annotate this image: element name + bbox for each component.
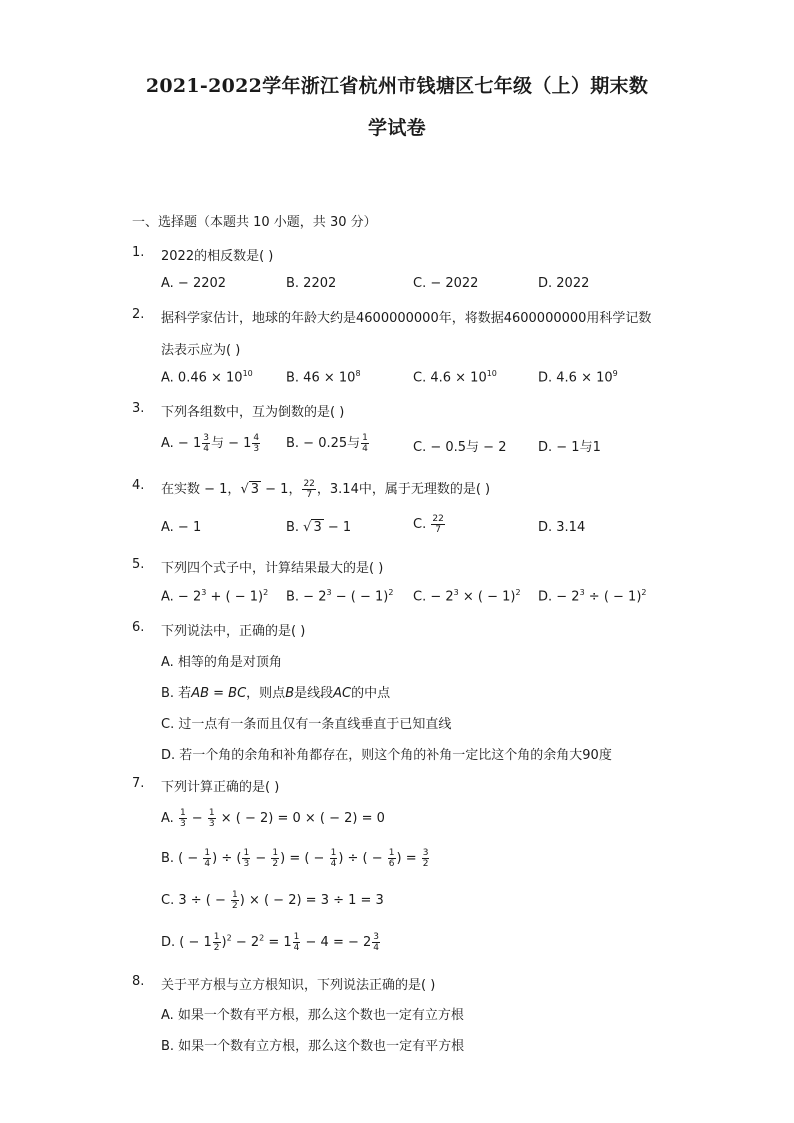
question-number: 3.: [132, 401, 145, 416]
q4-option-d[interactable]: D. 3.14: [538, 520, 586, 535]
question-text: 2022的相反数是( ): [161, 249, 274, 264]
q7-option-c[interactable]: C. 3 ÷ ( − $\frac{1}{2}$ ) × ( − 2) = 3 ÷ 1 = 3: [161, 890, 384, 911]
q4-option-b[interactable]: B. √ 3 − 1: [286, 520, 352, 535]
question-number: 5.: [132, 557, 145, 572]
q1-option-d[interactable]: D. 2022: [538, 276, 590, 291]
q6-option-c[interactable]: C. 过一点有一条而且仅有一条直线垂直于已知直线: [161, 717, 452, 732]
q6-option-d[interactable]: D. 若一个角的余角和补角都存在，则这个角的补角一定比这个角的余角大90度: [161, 748, 612, 763]
q5-option-b[interactable]: B. − $2^3$ − ( − 1)$^2$: [286, 588, 394, 605]
q1-option-a[interactable]: A. − 2202: [161, 276, 227, 291]
q3-option-b[interactable]: B. − 0.25与 $\frac{1}{4}$: [286, 433, 368, 454]
question-2-text-continued: 法表示应为( ): [161, 343, 241, 358]
q5-option-c[interactable]: C. − $2^3$ × ( − 1)$^2$: [413, 588, 521, 605]
question-number: 4.: [132, 478, 145, 493]
question-number: 8.: [132, 974, 145, 989]
section-heading: 一、选择题（本题共 10 小题，共 30 分）: [132, 215, 377, 230]
q2-option-a[interactable]: A. $0.46 \times 10^{10}$: [161, 369, 253, 386]
question-number: 1.: [132, 245, 145, 260]
q7-option-d[interactable]: D. ( − 1 $\frac{1}{2}$ )$^2 - 2^2 = 1$ $\frac{1}{4}$ − 4 = − 2 $\frac{3}{4}$: [161, 932, 380, 953]
q1-option-b[interactable]: B. 2202: [286, 276, 337, 291]
document-title-line1: 2021-2022学年浙江省杭州市钱塘区七年级（上）期末数: [145, 75, 649, 97]
question-text: 在实数 − 1，√ 3 − 1， $\frac{22}{7}$ ，3.14中，属于无理数的是( ): [161, 479, 491, 500]
q6-option-a[interactable]: A. 相等的角是对顶角: [161, 655, 282, 670]
question-text: 下列各组数中，互为倒数的是( ): [161, 405, 345, 420]
question-number: 2.: [132, 307, 145, 322]
question-text: 下列四个式子中，计算结果最大的是( ): [161, 561, 384, 576]
q5-option-a[interactable]: A. − $2^3$ + ( − 1)$^2$: [161, 588, 269, 605]
q3-option-a[interactable]: A. − 1 $\frac{3}{4}$ 与 − 1 $\frac{4}{3}$: [161, 433, 260, 454]
q8-option-b[interactable]: B. 如果一个数有立方根，那么这个数也一定有平方根: [161, 1039, 465, 1054]
q2-option-c[interactable]: C. $4.6 \times 10^{10}$: [413, 369, 497, 386]
question-text: 下列说法中，正确的是( ): [161, 624, 306, 639]
q3-option-c[interactable]: C. − 0.5与 − 2: [413, 440, 507, 455]
q8-option-a[interactable]: A. 如果一个数有平方根，那么这个数也一定有立方根: [161, 1008, 464, 1023]
q3-option-d[interactable]: D. − 1与1: [538, 440, 601, 455]
question-text: 关于平方根与立方根知识，下列说法正确的是( ): [161, 978, 436, 993]
question-text: 据科学家估计，地球的年龄大约是4600000000年，将数据4600000000用科学记数: [161, 311, 652, 326]
q2-option-d[interactable]: D. $4.6 \times 10^9$: [538, 369, 618, 386]
question-text: 下列计算正确的是( ): [161, 780, 280, 795]
question-number: 7.: [132, 776, 145, 791]
q6-option-b[interactable]: B. 若AB = BC，则点B是线段AC的中点: [161, 686, 391, 701]
question-number: 6.: [132, 620, 145, 635]
q2-option-b[interactable]: B. $46 \times 10^8$: [286, 369, 361, 386]
q5-option-d[interactable]: D. − $2^3$ ÷ ( − 1)$^2$: [538, 588, 647, 605]
document-title-line2: 学试卷: [368, 117, 426, 139]
q4-option-a[interactable]: A. − 1: [161, 520, 202, 535]
q7-option-a[interactable]: A. $\frac{1}{3}$ − $\frac{1}{3}$ × ( − 2) = 0 × ( − 2) = 0: [161, 808, 385, 829]
q1-option-c[interactable]: C. − 2022: [413, 276, 479, 291]
q7-option-b[interactable]: B. ( − $\frac{1}{4}$ ) ÷ ( $\frac{1}{3}$ − $\frac{1}{2}$ ) = ( − $\frac{1}{4}$ ) ÷ ( − $\frac{1}{6}$ ) = $\frac{3}{2}$: [161, 848, 429, 869]
q4-option-c[interactable]: C. $\frac{22}{7}$: [413, 514, 444, 535]
